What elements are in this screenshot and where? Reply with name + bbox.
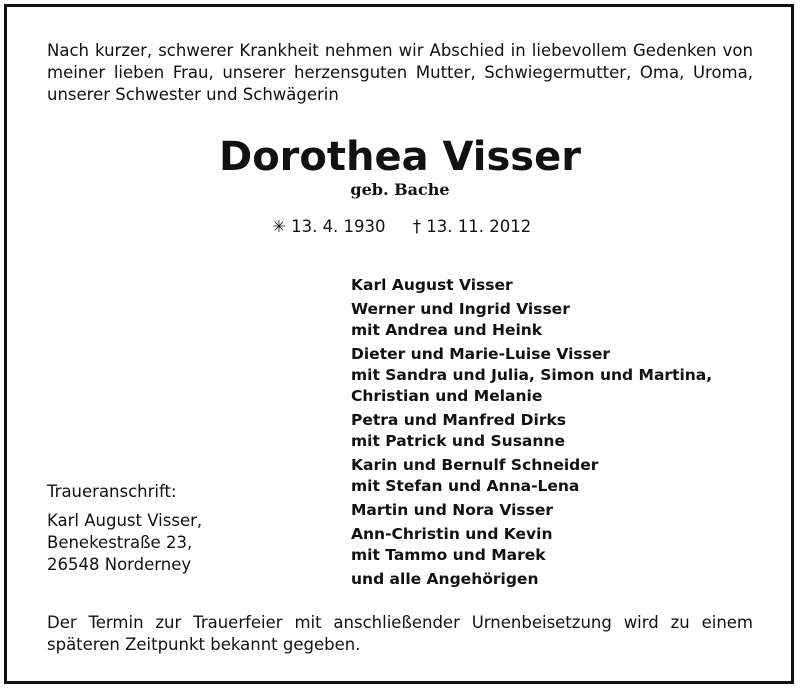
mourner-line: Karin und Bernulf Schneider [351,456,599,474]
life-dates [272,216,531,238]
mourner-entry [351,275,712,296]
mourner-line: Martin und Nora Visser [351,501,554,519]
death-cross-icon: † [412,217,422,236]
mourner-entry [351,344,712,407]
mourner-line: Werner und Ingrid Visser [351,300,570,318]
mourning-address [47,481,202,576]
mourner-entry [351,410,712,452]
address-street: Benekestraße 23, [47,533,193,552]
birth-date: 13. 4. 1930 [291,217,386,236]
address-name: Karl August Visser, [47,511,203,530]
mourner-line: Christian und Melanie [351,387,543,405]
mourner-entry [351,455,712,497]
mourner-line: mit Patrick und Susanne [351,432,565,450]
mourner-line: Karl August Visser [351,276,513,294]
footer-text: Der Termin zur Trauerfeier mit anschließender Urnenbeisetzung wird zu einem späteren Zeitpunkt bekannt gegeben. [47,613,753,654]
mourner-line: Ann-Christin und Kevin [351,525,553,543]
death-date: 13. 11. 2012 [426,217,532,236]
mourner-entry [351,524,712,566]
intro-text: Nach kurzer, schwerer Krankheit nehmen wir Abschied in liebevollem Gedenken von meiner lieben Frau, unserer herzensguten Mutter, Schwiegermutter, Oma, Uroma, unserer Schwester und Schwägerin [47,41,753,104]
mourner-entry [351,569,712,590]
mourner-line: und alle Angehörigen [351,570,539,588]
address-label: Traueranschrift: [47,482,177,501]
mourner-entry [351,500,712,521]
mourner-line: Dieter und Marie-Luise Visser [351,345,611,363]
address-city: 26548 Norderney [47,555,192,574]
mourner-line: mit Stefan und Anna-Lena [351,477,580,495]
mourner-line: Petra und Manfred Dirks [351,411,567,429]
maiden-name: geb. Bache [350,180,450,199]
mourner-entry [351,299,712,341]
mourner-line: mit Andrea und Heink [351,321,543,339]
mourners-list [351,275,712,593]
birth-star-icon: ✳ [272,217,286,236]
deceased-name: Dorothea Visser [219,134,581,180]
mourner-line: mit Tammo und Marek [351,546,546,564]
mourner-line: mit Sandra und Julia, Simon und Martina, [351,366,713,384]
